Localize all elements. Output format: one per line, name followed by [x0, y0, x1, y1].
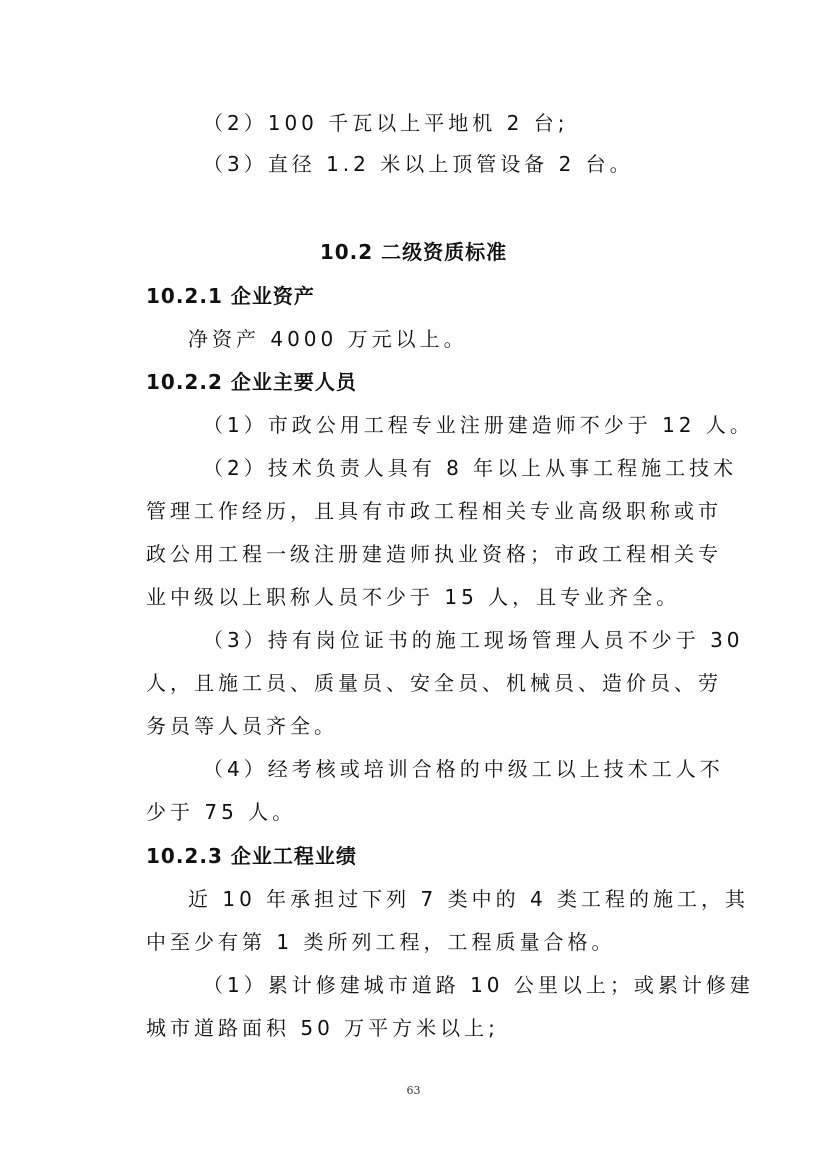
paragraph-line: （1）市政公用工程专业注册建造师不少于 12 人。 [203, 413, 754, 437]
paragraph-line: 政公用工程一级注册建造师执业资格；市政工程相关专 [146, 542, 722, 566]
paragraph-line: 净资产 4000 万元以上。 [188, 327, 468, 351]
subsection-heading-assets: 10.2.1 企业资产 [146, 284, 315, 308]
subsection-heading-personnel: 10.2.2 企业主要人员 [146, 370, 357, 394]
paragraph-line: 管理工作经历，且具有市政工程相关专业高级职称或市 [146, 499, 722, 523]
paragraph-line: 中至少有第 1 类所列工程，工程质量合格。 [146, 930, 616, 954]
paragraph-line: （4）经考核或培训合格的中级工以上技术工人不 [203, 757, 724, 781]
paragraph-line: 少于 75 人。 [146, 800, 297, 824]
paragraph-line: 近 10 年承担过下列 7 类中的 4 类工程的施工，其 [188, 887, 750, 911]
paragraph-line: （2）技术负责人具有 8 年以上从事工程施工技术 [203, 456, 738, 480]
paragraph-line: 城市道路面积 50 万平方米以上; [146, 1016, 499, 1040]
subsection-heading-performance: 10.2.3 企业工程业绩 [146, 844, 357, 868]
paragraph-line: （1）累计修建城市道路 10 公里以上；或累计修建 [203, 973, 754, 997]
equipment-item-2: （2）100 千瓦以上平地机 2 台; [203, 111, 569, 135]
paragraph-line: 业中级以上职称人员不少于 15 人，且专业齐全。 [146, 585, 681, 609]
paragraph-line: 务员等人员齐全。 [146, 714, 338, 738]
equipment-item-3: （3）直径 1.2 米以上顶管设备 2 台。 [203, 152, 634, 176]
paragraph-line: （3）持有岗位证书的施工现场管理人员不少于 30 [203, 628, 744, 652]
section-title: 10.2 二级资质标准 [319, 240, 508, 264]
paragraph-line: 人，且施工员、质量员、安全员、机械员、造价员、劳 [146, 671, 722, 695]
page-number: 63 [406, 1084, 421, 1097]
